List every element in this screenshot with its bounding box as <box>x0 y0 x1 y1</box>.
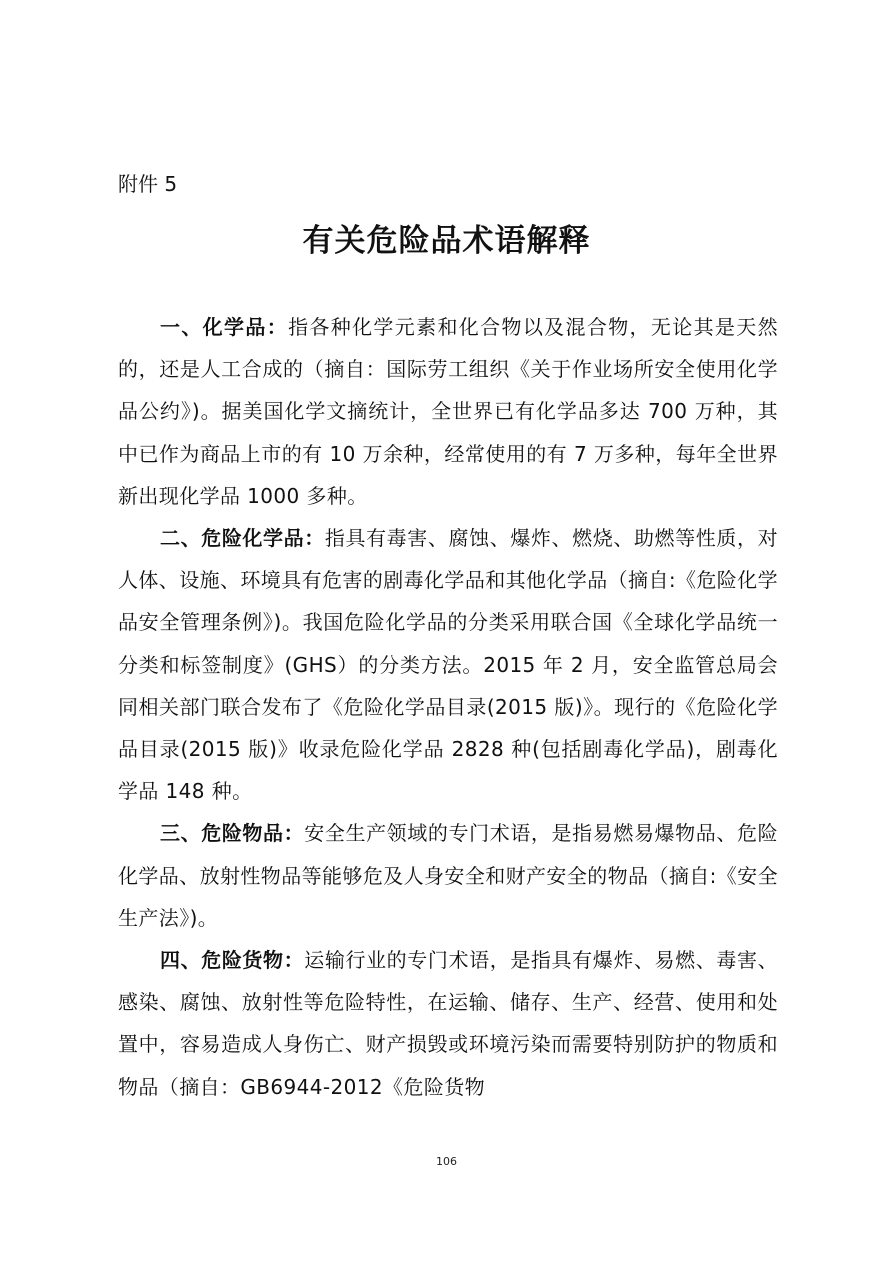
document-body <box>118 306 778 1108</box>
term-heading: 一、化学品： <box>160 315 289 339</box>
paragraph-chemicals <box>118 306 778 517</box>
paragraph-hazardous-chemicals <box>118 517 778 812</box>
paragraph-dangerous-goods <box>118 939 778 1108</box>
page-number: 106 <box>436 1155 457 1168</box>
term-heading: 二、危险化学品： <box>160 526 325 551</box>
paragraph-text: 指具有毒害、腐蚀、爆炸、燃烧、助燃等性质，对人体、设施、环境具有危害的剧毒化学品和其他化学品（摘自:《危险化学品安全管理条例》)。我国危险化学品的分类采用联合国《全球化学品统一分类和标签制度》(GHS）的分类方法。2015 年 2 月，安全监管总局会同相关部门联合发布了《危险化学品目录(2015 版)》。现行的《危险化学品目录(2015 版)》收录危险化学品 2828 种(包括剧毒化学品)，剧毒化学品 148 种。 <box>118 526 778 804</box>
attachment-label: 附件 5 <box>118 172 178 196</box>
document-title: 有关危险品术语解释 <box>302 223 591 259</box>
paragraph-dangerous-articles <box>118 812 778 939</box>
paragraph-text: 指各种化学元素和化合物以及混合物，无论其是天然的，还是人工合成的（摘自：国际劳工组织《关于作业场所安全使用化学品公约》)。据美国化学文摘统计，全世界已有化学品多达 700 万种，其中已作为商品上市的有 10 万余种，经常使用的有 7 万多种，每年全世界新出现化学品 1000 多种。 <box>118 315 778 508</box>
paragraph-text: 运输行业的专门术语，是指具有爆炸、易燃、毒害、感染、腐蚀、放射性等危险特性，在运输、储存、生产、经营、使用和处置中，容易造成人身伤亡、财产损毁或环境污染而需要特别防护的物质和物品（摘自：GB6944-2012《危险货物 <box>118 948 778 1099</box>
term-heading: 四、危险货物： <box>160 948 305 973</box>
term-heading: 三、危险物品： <box>160 821 305 846</box>
paragraph-text: 安全生产领域的专门术语，是指易燃易爆物品、危险化学品、放射性物品等能够危及人身安全和财产安全的物品（摘自:《安全生产法》)。 <box>118 821 778 930</box>
